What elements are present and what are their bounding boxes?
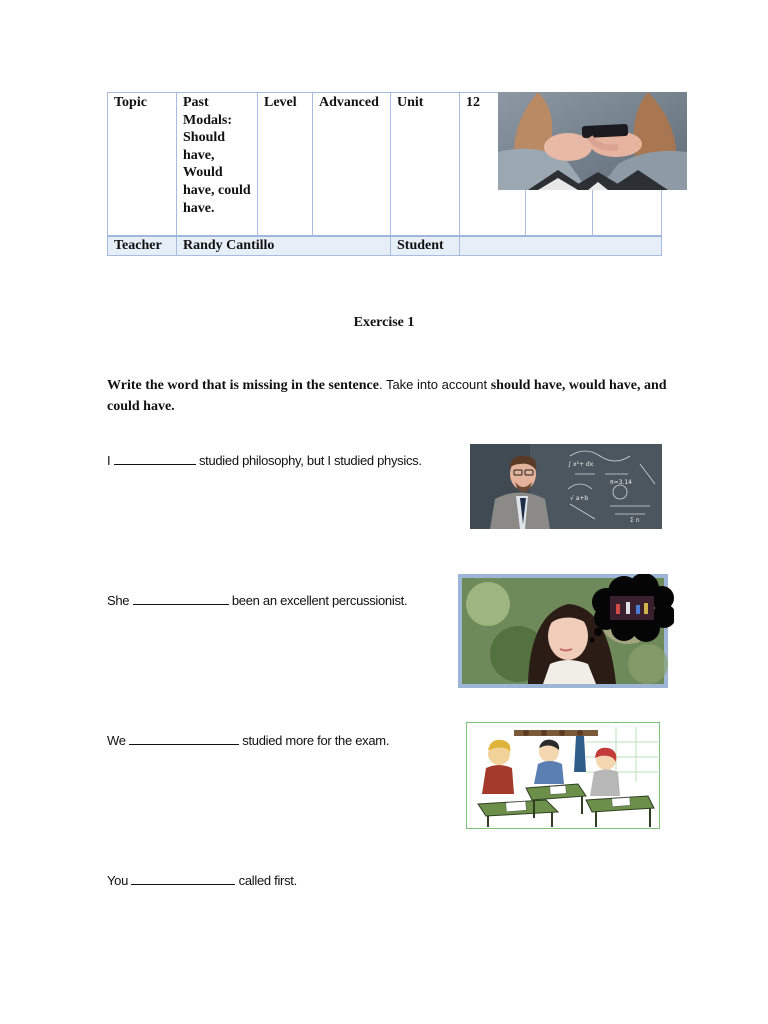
phone-photo [498, 92, 687, 190]
woman-dreaming-photo [458, 574, 674, 688]
scientist-photo [470, 444, 662, 529]
instruction-bold: Write the word that is missing in the sentence [107, 378, 379, 393]
teacher-value: Randy Cantillo [177, 236, 391, 255]
sentence-start: We [107, 733, 126, 748]
answer-blank[interactable] [114, 453, 196, 465]
svg-text:√ a+b: √ a+b [570, 495, 589, 502]
instruction-modals: should have, would have, and could have. [107, 378, 667, 414]
sentence-4 [107, 873, 297, 888]
sentence-start: I [107, 453, 111, 468]
sentence-start: She [107, 593, 130, 608]
sentence-1 [107, 453, 422, 468]
sentence-end: been an excellent percussionist. [231, 593, 408, 608]
exercise-instruction [107, 374, 667, 417]
unit-value: 12 [460, 93, 526, 237]
student-value [460, 236, 662, 255]
teacher-label: Teacher [108, 236, 177, 255]
topic-value: Past Modals: Should have, Would have, could have. [177, 93, 258, 237]
unit-label: Unit [391, 93, 460, 237]
topic-label: Topic [108, 93, 177, 237]
sentence-end: studied more for the exam. [242, 733, 390, 748]
sentence-start: You [107, 873, 129, 888]
sentence-3 [107, 733, 389, 748]
answer-blank[interactable] [133, 593, 229, 605]
instruction-plain: . Take into account [378, 377, 491, 392]
sentence-end: called first. [238, 873, 297, 888]
students-cartoon [466, 722, 660, 829]
svg-text:∫ x²+ dx: ∫ x²+ dx [568, 461, 594, 468]
svg-text:Σ n: Σ n [630, 517, 640, 524]
sentence-2 [107, 593, 407, 608]
exercise-title: Exercise 1 [353, 315, 415, 330]
student-label: Student [391, 236, 460, 255]
svg-text:π=3.14: π=3.14 [610, 479, 632, 486]
answer-blank[interactable] [131, 873, 235, 885]
level-label: Level [258, 93, 313, 237]
level-value: Advanced [313, 93, 391, 237]
answer-blank[interactable] [129, 733, 239, 745]
sentence-end: studied philosophy, but I studied physics. [198, 453, 422, 468]
